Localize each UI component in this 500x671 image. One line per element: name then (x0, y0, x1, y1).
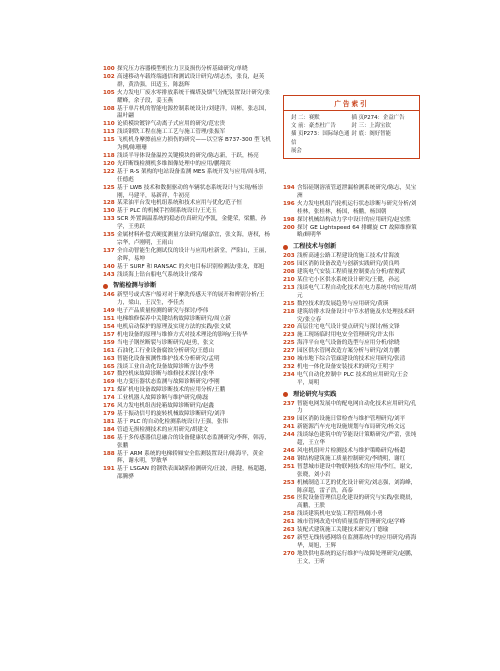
toc-entry (283, 217, 418, 225)
entry-title: 浅谈工业自动化设备故障诊断方法/李勇 (117, 363, 214, 370)
page-number: 208 (283, 269, 295, 276)
page-number: 246 (283, 448, 295, 454)
page-number: 133 (103, 216, 115, 223)
ad-index-row (291, 114, 412, 122)
toc-entry (103, 316, 271, 324)
page-number: 220 (283, 324, 295, 331)
page-number: 137 (103, 247, 115, 254)
toc-entry (283, 340, 418, 348)
toc-entry (283, 285, 418, 301)
toc-entry (103, 387, 271, 395)
entry-title: 城市地下综合管廊建设的技术应用研究/张清 (297, 356, 406, 363)
toc-entry (103, 332, 271, 340)
entry-title: 飞机机身摩擦前应力损伤的研究——以空客 B737-300 型飞机为例/陈珊珊 (117, 137, 271, 152)
toc-entry (103, 90, 271, 106)
entry-title: 机械制造工艺的优化设计研究/刘志强，刘海峰，陈彦超，雷子浩，高泰 (297, 479, 417, 494)
entry-title: 基于 PLC 的机械手控制系统设计/王光玉 (117, 208, 217, 215)
toc-entry (103, 451, 271, 467)
entry-title: 石油化工行业设备腐蚀分析研究/王德山 (117, 347, 214, 354)
entry-title: 探讨机械结构动力学中设计的应用研究/赵宏胜 (297, 216, 411, 223)
toc-entry (103, 403, 271, 411)
toc-entry (103, 232, 271, 248)
entry-title: 光纤断线检测机多维图像处理中的应用/鹏翔宾 (117, 160, 231, 167)
entry-title: 医院设备管理信息化建设的研究与实践/张晓晨，高鹏，王朕 (297, 495, 417, 510)
page-number: 203 (283, 253, 295, 260)
entry-title: 园区消防设备改造与创新实践研究/黄良鸣 (297, 261, 400, 268)
entry-title: 电气自动化控制中 PLC 技术的应用研究/王会平，周明 (297, 371, 408, 386)
entry-title: 风电机组叶片检测技术与维护策略研究/杨超 (297, 448, 406, 454)
page-number: 232 (283, 363, 295, 370)
page-number: 174 (103, 395, 115, 402)
toc-entry (103, 348, 271, 356)
page-number: 151 (103, 316, 115, 323)
entry-title: 新能源汽车充电设施规划与布局研究/杨文远 (297, 424, 406, 431)
ad-index-box (283, 95, 420, 159)
entry-title: 园区消防设施日常检查与维护管理研究/刘平 (297, 416, 406, 423)
entry-title: 探讨 GE Lightspeed 64 排螺旋 CT 故障维修策略/顾明华 (297, 224, 417, 239)
page-number: 186 (103, 434, 115, 441)
section-bullet-icon (283, 245, 288, 250)
entry-title: 电子产品质量检测的研究与探讨/李伟 (117, 308, 209, 315)
entry-title: 浅析高速公路工程建设的施工技术/甘海波 (297, 253, 400, 260)
entry-title: 某采油平台发电机组系统和技术应用与优化/范子恒 (117, 200, 242, 207)
page-number: 100 (103, 66, 115, 72)
page-number: 143 (103, 271, 115, 278)
entry-title: 基于 R-S 架构的电站设备监测 MES 系统开发与应用/周永明，任德彪 (117, 168, 271, 183)
entry-title: 浅谈海上钻台船电气系统设计/梁希 (117, 271, 203, 278)
entry-title: 基于 PLC 的自动化检测系统设计/王强，张伟 (117, 418, 228, 425)
ad-index-row (291, 122, 412, 130)
page-number: 135 (103, 232, 115, 239)
toc-entry (103, 356, 271, 364)
entry-title: 新型无线传感网络在监测系统中的应用研究/蒋海华，周旭，王辉 (297, 534, 417, 549)
toc-entry (103, 137, 271, 153)
page-number: 165 (103, 363, 115, 370)
page-number: 108 (103, 105, 115, 112)
entry-title: 浅谈建筑机电安装工程管理/陈小勇 (297, 511, 383, 518)
toc-entry (283, 464, 418, 480)
entry-title: 基于振动信号的旋转机械故障诊断研究/刘洋 (117, 410, 226, 417)
toc-entry (103, 106, 271, 122)
page-number: 213 (283, 284, 295, 291)
page-number: 270 (283, 550, 295, 557)
toc-entry (283, 261, 418, 269)
page-number: 163 (103, 355, 115, 362)
ad-index-cell: 插 页P273：国际绿色通信 (291, 131, 350, 146)
toc-entry (283, 201, 418, 217)
toc-entry (103, 466, 271, 482)
page-number: 223 (283, 332, 295, 339)
page-number: 263 (283, 527, 295, 534)
toc-entry (283, 348, 418, 356)
toc-entry (103, 264, 271, 272)
entry-title: 电梯维修保养中关键结构故障诊断研究/周立新 (117, 316, 231, 323)
ad-index-body (284, 111, 419, 158)
page-number: 161 (103, 347, 115, 354)
entry-title: 新型号或式客户船对对于摩洗传感天平的展开和辨别分析/王力，梁山，王汉生，李佳杰 (117, 292, 265, 307)
toc-entry (103, 153, 271, 161)
toc-entry (283, 535, 418, 551)
page-number: 256 (283, 495, 295, 502)
page-number: 227 (283, 348, 295, 355)
ad-index-cell (352, 147, 413, 155)
entry-title: 浅谈电气工程自动化技术在电力系统中的应用/胡元 (297, 284, 417, 299)
entry-title: 建筑电气安装工程质量控制要点分析/翟俊武 (297, 269, 406, 276)
entry-title: 某住宅小区供水系统设计研究/王健，孙远 (297, 276, 400, 283)
entry-title: 含铝硅钢溶液管道泄漏检测系统研究/陈志，吴宝洲 (297, 185, 417, 199)
entry-title: 工业机器人故障诊断与维护研究/陈磊 (117, 395, 209, 402)
ad-index-title: 广告索引 (284, 96, 419, 111)
ad-index-cell: 封 三：上海宝钦 (351, 123, 391, 130)
entry-title: 金属材料补偿式硬度测量方法研究/谢嘉宜，张文海，唐权，杨宗华，卢刚明，王雨山 (117, 232, 270, 246)
toc-entry (103, 419, 271, 427)
page-number: 113 (103, 129, 115, 136)
page-number: 140 (103, 263, 115, 270)
toc-entry (103, 272, 271, 280)
page-number: 210 (283, 276, 295, 283)
section-bullet-icon (103, 284, 108, 289)
entry-title: 全自动智能生化测试仪的设计与应用/杜新堂，严阳山，王丽，余晖，易坤 (117, 247, 270, 262)
entry-title: 园区供水管网改造方案分析与研究/刘力鹏 (297, 348, 400, 355)
entry-title: 煤矿机电设备故障诊断技术的应用分析/王鹏 (117, 387, 226, 394)
toc-entry (283, 480, 418, 496)
toc-entry (103, 216, 271, 232)
page-number: 181 (103, 418, 115, 425)
entry-title: 城市管网改造中的质量监督管理研究/赵学峰 (297, 519, 406, 526)
page-number: 239 (283, 416, 295, 423)
toc-left-column (103, 66, 271, 482)
toc-entry (103, 185, 271, 201)
toc-entry (103, 395, 271, 403)
entry-title: 智能化设备预测性维护技术分析研究/孟明 (117, 355, 220, 362)
entry-title: 智慧城市建设中物联网技术的应用/李红，谢文，张晓，刘小岩 (297, 463, 417, 478)
page-number: 102 (103, 73, 115, 80)
entry-title: 浅谈半导体设备温控关键模块的研究/陈志新，于跃，杨亮 (117, 152, 259, 159)
page-number: 157 (103, 331, 115, 338)
toc-right-column (283, 185, 418, 567)
page-number: 115 (103, 137, 115, 144)
toc-entry (283, 309, 418, 325)
page-number: 248 (283, 455, 295, 462)
toc-entry (283, 527, 418, 535)
page-number: 118 (103, 152, 115, 159)
toc-entry (283, 356, 418, 364)
page-number: 261 (283, 519, 295, 526)
page-number: 120 (103, 160, 115, 167)
entry-title: 装配式建筑施工关键技术研究/丁德瑜 (297, 527, 389, 534)
entry-title: 探究压力容器模型机位力卫及损伤分析基础研究/单晓 (117, 66, 248, 72)
page-number: 198 (283, 216, 295, 223)
page-number: 205 (283, 261, 295, 268)
toc-entry (103, 161, 271, 169)
entry-title: 电机启动保护的原理及实现方法的实践/张文斌 (117, 324, 231, 330)
toc-entry (283, 225, 418, 241)
entry-title: 当电子钢丝断裂与诊断研究/赵勇，张文 (117, 339, 214, 346)
page-number: 200 (283, 224, 295, 231)
page-number: 179 (103, 410, 115, 417)
entry-title: 地铁供电系统的运行维护与故障处理研究/赵鹏，王文，王昕 (297, 550, 417, 565)
toc-entry (283, 364, 418, 372)
page-number: 122 (103, 168, 115, 175)
page-number: 110 (103, 121, 115, 128)
toc-entry (103, 427, 271, 435)
page-number: 176 (103, 403, 115, 410)
entry-title: 基于单片机的智能电源控制系统设计/刘建洋，周彬，张志国，温叶翩 (117, 105, 270, 120)
page-number: 167 (103, 371, 115, 378)
entry-title: 浅谈绿色建筑中的节能设计策略研究/严蕾，张纯超，王立华 (297, 432, 417, 447)
toc-entry (283, 253, 418, 261)
toc-entry (103, 324, 271, 332)
toc-entry (103, 340, 271, 348)
entry-title: 施工现场临时用电安全管理研究/许太伟 (297, 332, 394, 339)
toc-entry (283, 448, 418, 456)
entry-title: 论质模块镀锌气动离子式应用的研究/范宏贵 (117, 121, 226, 128)
entry-title: 高层住宅电气设计要点研究与探讨/杨文锋 (297, 324, 400, 331)
page-number: 130 (103, 208, 115, 215)
page-number: 171 (103, 387, 115, 394)
entry-title: 智能电网发展中的配电网自动化技术应用研究/孔力 (297, 400, 417, 415)
entry-title: 建筑给排水设备设计中节水措施及水处理技术研究/张立春 (297, 308, 415, 323)
page-number: 253 (283, 479, 295, 486)
ad-index-row (291, 130, 412, 146)
toc-entry (103, 66, 271, 74)
page-number: 128 (103, 200, 115, 207)
entry-title: 基于 LSGAN 的钢铁表面缺陷检测研究/汪波，唐健，杨超越，邵腾骅 (117, 466, 271, 481)
toc-entry (283, 432, 418, 448)
entry-title: 电力变压器状态监测与故障诊断研究/李刚 (117, 379, 220, 386)
page-number: 194 (283, 185, 295, 191)
page-number: 237 (283, 400, 295, 407)
toc-entry (283, 185, 418, 201)
toc-entry (283, 424, 418, 432)
page-number: 125 (103, 184, 115, 191)
toc-entry (103, 74, 271, 90)
page-number: 191 (103, 466, 115, 473)
toc-entry (283, 269, 418, 277)
section-heading: 智能检测与诊断 (103, 282, 271, 290)
entry-title: 火力发电厂废水零排放系统干燥塔及烟气分配装置设计研究/张耀峰，余子段，姜玉燕 (117, 89, 270, 104)
entry-title: 风力发电机组齿轮箱故障诊断研究/赵鑫 (117, 403, 214, 410)
page-number: 169 (103, 379, 115, 386)
page-number: 146 (103, 292, 115, 299)
toc-entry (283, 372, 418, 388)
page-number: 215 (283, 300, 295, 307)
page-number: 234 (283, 371, 295, 378)
toc-entry (103, 292, 271, 308)
page-number: 149 (103, 308, 115, 315)
entry-title: 基于 SURF 和 RANSAC 的火电目标识别检测法/张龙，郑旭 (117, 263, 265, 270)
toc-entry (103, 435, 271, 451)
entry-title: 浅谈钢铁工程在施工工艺与施工管理/张振军 (117, 129, 226, 136)
page-number: 241 (283, 424, 295, 431)
toc-entry (283, 456, 418, 464)
toc-entry (103, 248, 271, 264)
page-number: 225 (283, 340, 295, 347)
entry-title: 海洋平台电气设备的选型与应用分析/徐晓 (297, 340, 400, 347)
ad-index-cell: 展会 (291, 147, 302, 154)
page-number: 159 (103, 339, 115, 346)
page-number: 184 (103, 426, 115, 433)
page-number: 188 (103, 450, 115, 457)
toc-entry (283, 495, 418, 511)
ad-index-cell: 封 二：赛默 (291, 115, 320, 121)
entry-title: 机电设备的原理与维修方式对技术理论的影响/王传华 (117, 331, 248, 338)
ad-index-cell: 封 底：阁好智能 (351, 131, 391, 138)
ad-index-row (291, 147, 412, 155)
section-bullet-icon (283, 392, 288, 397)
entry-title: 数控机床故障诊断与维修技术探讨/张华 (117, 371, 214, 378)
entry-title: 钢结构建筑施工质量控制研究/李晓明，谢红 (297, 455, 406, 462)
page-number: 244 (283, 432, 295, 439)
page-number: 196 (283, 200, 295, 207)
page-number: 267 (283, 534, 295, 541)
section-heading: 理论研究与实践 (283, 391, 418, 399)
toc-entry (283, 511, 418, 519)
entry-title: 机电一体化设备安装技术的研究/王明宇 (297, 363, 394, 370)
entry-title: 数控技术的发展趋势与应用研究/黄瑛 (297, 300, 389, 307)
toc-entry (283, 551, 418, 567)
entry-title: 管道无损检测技术的应用研究/胡建文 (117, 426, 209, 433)
page-number: 154 (103, 324, 115, 330)
toc-entry (103, 129, 271, 137)
page-number: 105 (103, 89, 115, 96)
toc-entry (103, 169, 271, 185)
toc-entry (283, 301, 418, 309)
toc-entry (103, 308, 271, 316)
section-heading: 工程技术与创新 (283, 243, 418, 251)
toc-entry (283, 401, 418, 417)
entry-title: 基于多传感器信息融合的设备健康状态监测研究/李辉，韩涛，张鹏 (117, 434, 270, 449)
entry-title: 基于 LWB 技术和数据驱动的车辆状态系统设计与实现/杨崇刚，马建平，易新祥，牛初亮 (117, 184, 264, 199)
entry-title: 火力发电机组汽轮机运行状态诊断与研究分析/刘桂林，张桂林，杨国，杨鹏，杨国朝 (297, 200, 417, 215)
page-number: 251 (283, 463, 295, 470)
ad-index-cell: 文 前：豪杰杜广告 (291, 123, 336, 130)
toc-entry (283, 519, 418, 527)
page-number: 258 (283, 511, 295, 518)
entry-title: 高速移动车载终端通信和测试设计研究/胡志杰，张良，赵英群，黄浩强，田适玉，陈磊辉 (117, 73, 265, 88)
entry-title: SCR 外置调温系统的稳态仿真研究/李凯，金健荣，梁鹏，孙学，王勇跃 (117, 216, 267, 231)
ad-index-cell: 插 页P274：企益广告 (351, 115, 405, 121)
entry-title: 基于 ARM 系统的电梯轿厢安全监测装置设计/陈海平，黄金辉，谢永明，罗敏华 (117, 450, 264, 465)
page-number: 230 (283, 356, 295, 363)
page-number: 218 (283, 308, 295, 315)
toc-entry (103, 411, 271, 419)
toc-entry (283, 277, 418, 285)
